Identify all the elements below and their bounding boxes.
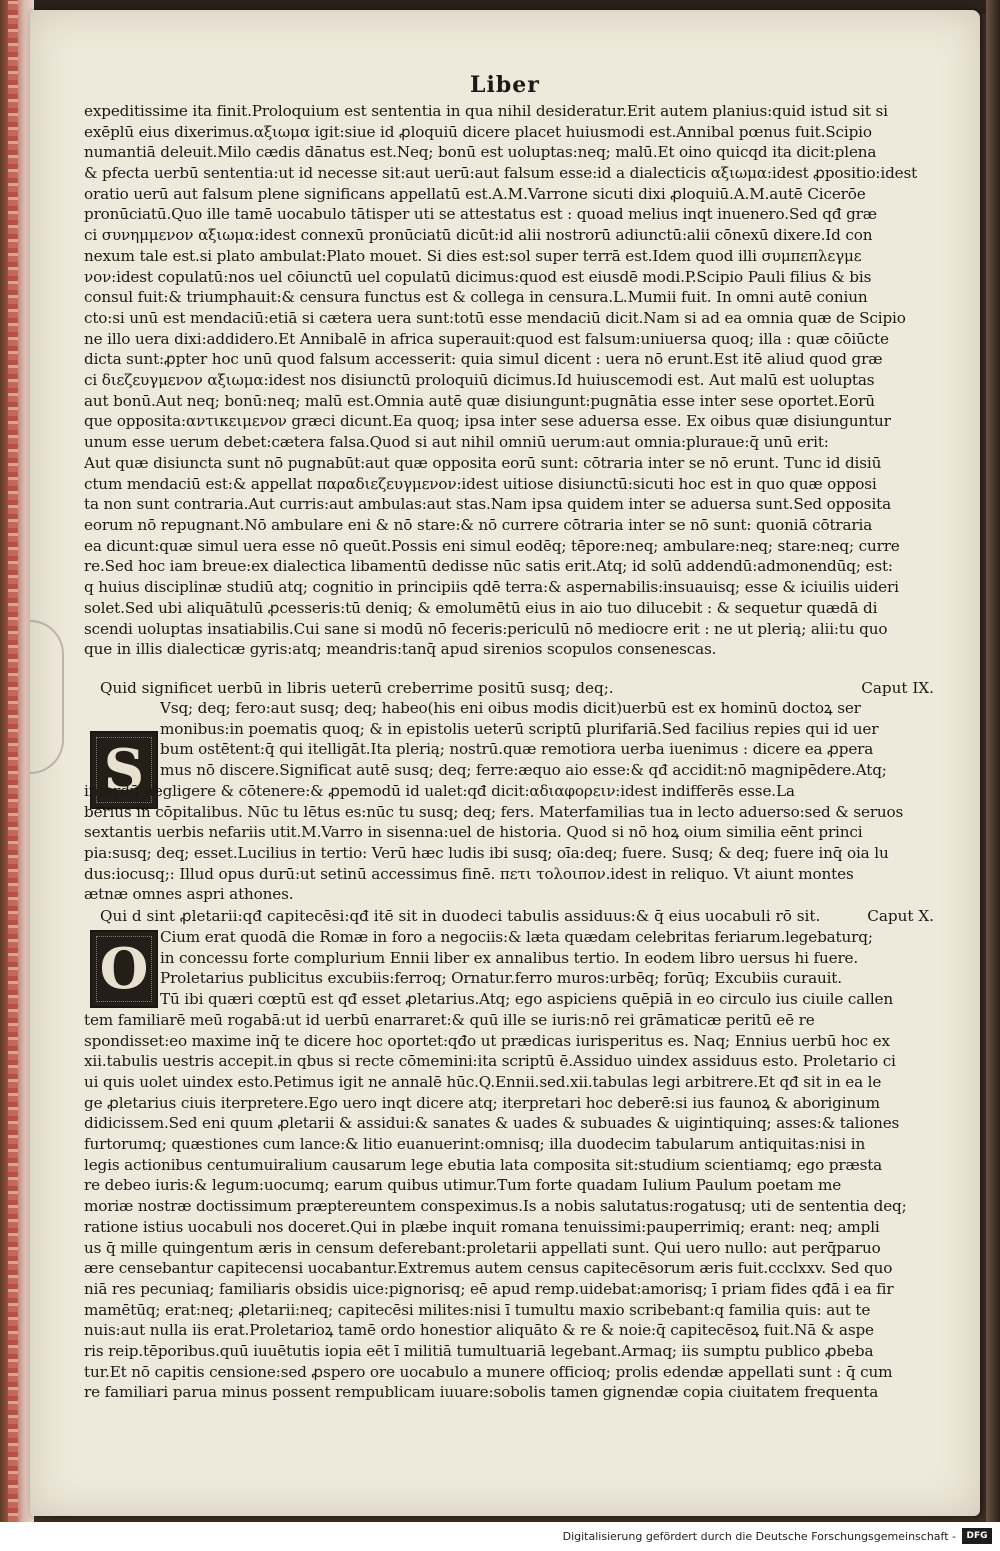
- text-line: ea dicunt:quæ simul uera esse nō queūt.Possis eni simul eodēq; tēpore:neq; ambulare:neq; stare:neq; curre: [84, 537, 900, 555]
- text-line: furtorumq; quæstiones cum lance:& litio euanuerint:omnisq; illa duodecim tabularum antiquitas:nisi in: [84, 1135, 866, 1153]
- text-line: ne illo uera dixi:addidero.Et Annibalē in africa superauit:quod est falsum:uniuersa quoq; illa : quæ cōiūcte: [84, 330, 889, 348]
- text-line: legis actionibus centumuiralium causarum lege ebutia lata composita sit:studium scientiamq; ego præsta: [84, 1156, 883, 1174]
- text-line: re familiari parua minus possent rempublicam iuuare:sobolis tamen gignendæ copia ciuitatem frequenta: [84, 1383, 879, 1401]
- text-line: nuis:aut nulla iis erat.Proletarioꝝ tamē ordo honestior aliquāto & re & noie:q̄ capitecēsoꝝ fuit.Nā & aspe: [84, 1321, 874, 1339]
- footer-bar: [0, 1522, 1000, 1551]
- text-line: ctum mendaciū est:& appellat παραδιεζευγμενον:idest uitiose disiunctū:sicuti hoc est in quo quæ opposi: [84, 475, 877, 493]
- text-line: re debeo iuris:& legum:uocumq; earum quibus utimur.Tum forte quadam Iulium Paulum poetam me: [84, 1176, 842, 1194]
- text-line: ætnæ omnes aspri athones.: [84, 885, 294, 903]
- initial-letter: O: [99, 936, 149, 1002]
- text-line: monibus:in poematis quoq; & in epistolis ueterū scriptū plurifariā.Sed facilius repies qui id uer: [160, 720, 879, 738]
- text-line: nexum tale est.si plato ambulat:Plato mouet. Si dies est:sol super terrā est.Idem quod illi συμπεπλεγμε: [84, 247, 862, 265]
- text-line: pronūciatū.Quo ille tamē uocabulo tātisper uti se attestatus est : quoad melius inqt inuenero.Sed qđ græ: [84, 205, 877, 223]
- text-line: ære censebantur capitecensi uocabantur.Extremus autem census capitecēsorum æris fuit.ccclxxv. Sed quo: [84, 1259, 893, 1277]
- text-line: solet.Sed ubi aliquātulū ꝓcesseris:tū deniq; & emolumētū eius in aio tuo dilucebit : & sequetur quædā di: [84, 599, 878, 617]
- decorated-initial-o: [90, 930, 158, 1008]
- book-binding: [0, 0, 34, 1522]
- text-line: pia:susq; deq; esset.Lucilius in tertio: Verū hæc ludis ibi susq; oīa:deq; fuere. Susq; & deq; fuere inq̄ oia lu: [84, 844, 889, 862]
- chapter-heading: Qui d sint ꝓletarii:qđ capitecēsi:qđ itē sit in duodeci tabulis assiduus:& q̄ eius uocabuli rō sit.: [100, 907, 821, 925]
- text-line: Proletarius publicitus excubiis:ferroq; Ornatur.ferro muros:urbēq; forūq; Excubiis curauit.: [160, 969, 842, 987]
- dfg-logo: DFG: [962, 1528, 992, 1544]
- text-line: ge ꝓletarius ciuis iterpretere.Ego uero inqt dicere atq; iterpretari hoc deberē:si ius faunoꝝ & aboriginum: [84, 1094, 880, 1112]
- text-line: tur.Et nō capitis censione:sed ꝓspero ore uocabulo a munere officioq; prolis edendæ appellati sunt : q̄ cum: [84, 1363, 893, 1381]
- text-line: cto:si unū est mendaciū:etiā si cætera uera sunt:totū esse mendaciū dicit.Nam si ad ea omnia quæ de Scipio: [84, 309, 906, 327]
- text-line: νον:idest copulatū:nos uel cōiunctū uel copulatū dicimus:quod est eiusdē modi.P.Scipio Pauli filius & bis: [84, 268, 872, 286]
- text-line: re.Sed hoc iam breue:ex dialectica libamentū dedisse nūc satis erit.Atq; id solū addendū:admonendūq; est:: [84, 557, 893, 575]
- text-line: tem familiarē meū rogabā:ut id uerbū enarraret:& quū ille se iuris:nō rei grāmaticæ peritū eē re: [84, 1011, 815, 1029]
- text-line: interdū negligere & cōtenere:& ꝓpemodū id ualet:qđ dicit:αδιαφορειν:idest indifferēs esse.La: [84, 782, 795, 800]
- book-right-edge: [986, 0, 1000, 1522]
- text-line: Cium erat quodā die Romæ in foro a negociis:& læta quædam celebritas feriarum.legebaturq;: [160, 928, 873, 946]
- text-line: spondisset:eo maxime inq̄ te dicere hoc oportet:qđo ut prædicas iurisperitus es. Naq; Ennius uerbū hoc ex: [84, 1032, 890, 1050]
- text-line: exēplū eius dixerimus.αξιωμα igit:siue id ꝓloquiū dicere placet huiusmodi est.Annibal pœnus fuit.Scipio: [84, 123, 872, 141]
- text-line: que opposita:αντικειμενον græci dicunt.Ea quoq; ipsa inter sese aduersa esse. Ex oibus quæ disiunguntur: [84, 412, 891, 430]
- text-line: ci συνημμενον αξιωμα:idest connexū pronūciatū dicūt:id alii nostrorū adiunctū:alii cōnexū dixere.Id con: [84, 226, 873, 244]
- text-line: q huius disciplinæ studiū atq; cognitio in principiis qdē terra:& aspernabilis:insuauisq; esse & iciuilis uideri: [84, 578, 899, 596]
- text-line: consul fuit:& triumphauit:& censura functus est & collega in censura.L.Mumii fuit. In omni autē coniun: [84, 288, 868, 306]
- text-line: oratio uerū aut falsum plene significans appellatū est.A.M.Varrone sicuti dixi ꝓloquiū.A.M.autē Cicerōe: [84, 185, 866, 203]
- text-line: ta non sunt contraria.Aut curris:aut ambulas:aut stas.Nam ipsa quidem inter se aduersa sunt.Sed opposita: [84, 495, 892, 513]
- text-line: aut bonū.Aut neq; bonū:neq; malū est.Omnia autē quæ disiungunt:pugnātia esse inter sese oportet.Eorū: [84, 392, 875, 410]
- page-clip: [30, 620, 64, 774]
- text-line: berius in cōpitalibus. Nūc tu lētus es:nūc tu susq; deq; fers. Materfamilias tua in lecto aduerso:sed & seruos: [84, 803, 904, 821]
- chapter-heading: Quid significet uerbū in libris ueterū creberrime positū susq; deq;.: [100, 679, 614, 697]
- text-line: ui quis uolet uindex esto.Petimus igit ne annalē hūc.Q.Ennii.sed.xii.tabulas legi arbitrere.Et qđ sit in ea le: [84, 1073, 882, 1091]
- text-line: sextantis uerbis nefariis utit.M.Varro in sisenna:uel de historia. Quod si nō hoꝝ oium similia eēnt princi: [84, 823, 863, 841]
- text-line: & pfecta uerbū sententia:ut id necesse sit:aut uerū:aut falsum esse:id a dialecticis αξιωμα:idest ꝓpositio:idest: [84, 164, 918, 182]
- chapter-number: Caput X.: [867, 907, 934, 925]
- text-line: ratione istius uocabuli nos doceret.Qui in plæbe inquit romana tenuissimi:pauperrimiq; erant: neq; ampli: [84, 1218, 880, 1236]
- text-line: scendi uoluptas insatiabilis.Cui sane si modū nō feceris:periculū nō mediocre erit : ne ut plerią; alii:tu quo: [84, 620, 888, 638]
- text-line: unum esse uerum debet:cætera falsa.Quod si aut nihil omniū uerum:aut omnia:pluraue:q̄ unū erit:: [84, 433, 829, 451]
- text-line: mus nō discere.Significat autē susq; deq; ferre:æquo aio esse:& qđ accidit:nō magnipēdere.Atq;: [160, 761, 887, 779]
- text-line: mamētūq; erat:neq; ꝓletarii:neq; capitecēsi milites:nisi ī tumultu maxio scribebant:q familia quis: aut te: [84, 1301, 871, 1319]
- text-line: dus:iocusq;: Illud opus durū:ut setinū accessimus finē. πετι τολοιπον.idest in reliquo. Vt aiunt montes: [84, 865, 854, 883]
- text-line: dicta sunt:ꝓpter hoc unū quod falsum accesserit: quia simul dicent : uera nō erunt.Est itē aliud quod græ: [84, 350, 883, 368]
- text-line: numantiā deleuit.Milo cædis dānatus est.Neq; bonū est uoluptas:neq; malū.Et oino quicqd ita dicit:plena: [84, 143, 877, 161]
- text-line: didicissem.Sed eni quum ꝓletarii & assidui:& sanates & uades & subuades & uigintiquinq; asses:& taliones: [84, 1114, 900, 1132]
- text-line: niā res pecuniaq; familiaris obsidis uice:pignorisq; eē apud remp.uidebat:amorisq; ī priam fides qđā i ea fir: [84, 1280, 894, 1298]
- chapter-number: Caput IX.: [861, 679, 934, 697]
- text-line: Aut quæ disiuncta sunt nō pugnabūt:aut quæ opposita eorū sunt: cōtraria inter se nō erunt. Tunc id disiū: [84, 454, 882, 472]
- text-line: us q̄ mille quingentum æris in censum deferebant:proletarii appellati sunt. Qui uero nullo: aut perq̄paruo: [84, 1239, 881, 1257]
- text-line: bum ostētent:q̄ qui itelligāt.Ita plerią; nostrū.quæ remotiora uerba iuenimus : dicere ea ꝓpera: [160, 740, 874, 758]
- text-line: expeditissime ita finit.Proloquium est sententia in qua nihil desideratur.Erit autem planius:quid istud sit si: [84, 102, 888, 120]
- initial-letter: S: [103, 737, 145, 803]
- text-line: xii.tabulis uestris accepit.in qbus si recte cōmemini:ita scriptū ē.Assiduo uindex assiduus esto. Proletario ci: [84, 1052, 896, 1070]
- text-line: in concessu forte complurium Ennii liber ex annalibus tertio. In eodem libro uersus hi fuere.: [160, 949, 859, 967]
- text-line: que in illis dialecticæ gyris:atq; meandris:tanq̄ apud sirenios scopulos consenescas.: [84, 640, 717, 658]
- text-line: Tū ibi quæri cœptū est qđ esset ꝓletarius.Atq; ego aspiciens quēpiā in eo circulo ius ciuile callen: [160, 990, 894, 1008]
- text-line: eorum nō repugnant.Nō ambulare eni & nō stare:& nō currere cōtraria inter se nō sunt: quoniā cōtraria: [84, 516, 873, 534]
- text-line: moriæ nostræ doctissimum præptereuntem conspeximus.Is a nobis salutatus:rogatusq; uti de sententia deq;: [84, 1197, 907, 1215]
- text-line: ci διεζευγμενον αξιωμα:idest nos disiunctū proloquiū dicimus.Id huiuscemodi est. Aut malū est uoluptas: [84, 371, 875, 389]
- running-title: Liber: [470, 72, 540, 98]
- funding-credit: Digitalisierung gefördert durch die Deutsche Forschungsgemeinschaft -: [562, 1530, 956, 1543]
- text-line: Vsq; deq; fero:aut susq; deq; habeo(his eni oibus modis dicit)uerbū est ex hominū doctoꝝ ser: [160, 699, 861, 717]
- text-line: ris reip.tēporibus.quū iuuētutis iopia eēt ī militiā tumultuariā legebant.Armaq; iis sumptu publico ꝓbeba: [84, 1342, 874, 1360]
